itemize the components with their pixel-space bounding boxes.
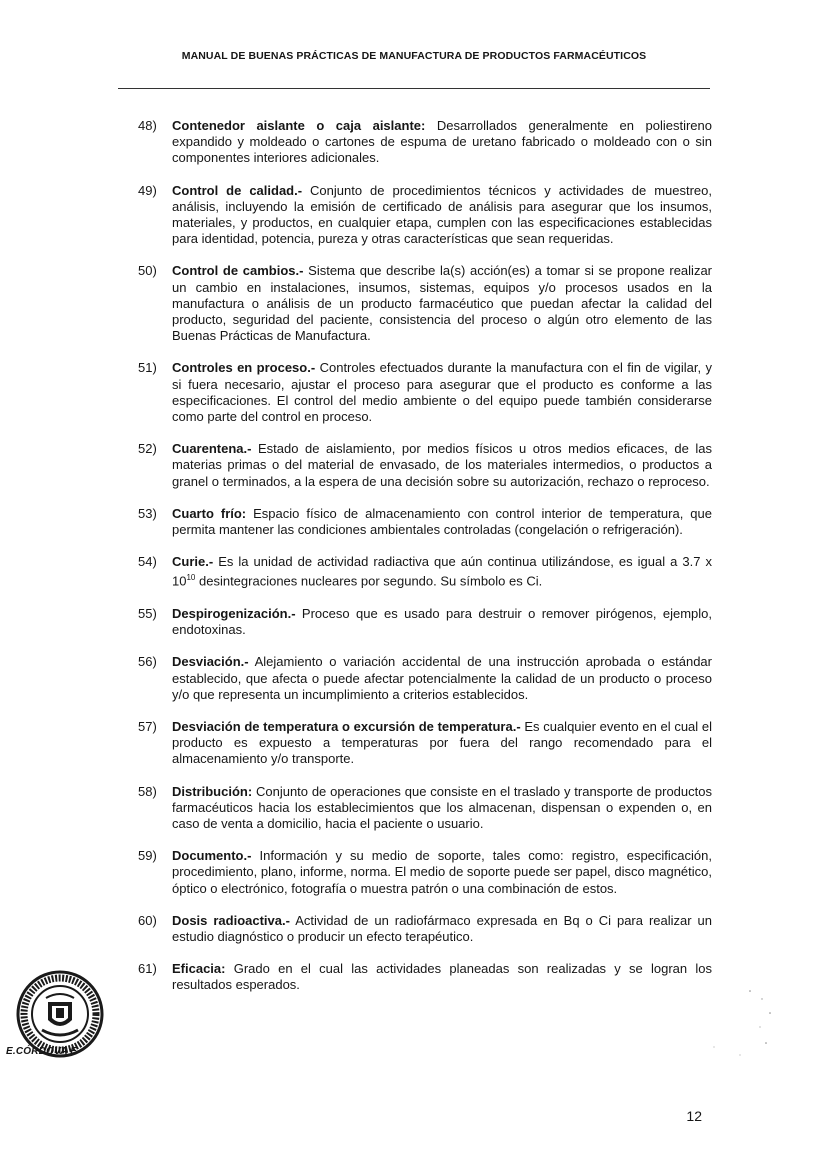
definition-item-55 <box>138 606 712 638</box>
definition-item-56 <box>138 654 712 703</box>
item-number: 49) <box>138 182 157 198</box>
item-number: 54) <box>138 554 157 570</box>
item-text: Conjunto de operaciones que consiste en el traslado y transporte de productos farmacéuticos hacia los establecimientos que los almacenan, dispensan o expenden o, en caso de venta a domicilio, hacia el paciente o usuario. <box>172 783 712 832</box>
item-term: Desviación.- <box>172 654 249 670</box>
stamp-signature: E.CÓRDOVA E <box>6 1046 78 1057</box>
definition-item-49 <box>138 183 712 248</box>
definition-item-52 <box>138 441 712 490</box>
item-term: Controles en proceso.- <box>172 360 316 376</box>
item-text: Actividad de un radiofármaco expresada en Bq o Ci para realizar un estudio diagnóstico o producir un efecto terapéutico. <box>172 912 712 945</box>
definition-item-59 <box>138 848 712 897</box>
item-number: 61) <box>138 961 157 977</box>
item-text: Conjunto de procedimientos técnicos y actividades de muestreo, análisis, incluyendo la emisión de certificado de análisis para asegurar que los insumos, materiales, y productos, en cualquier etapa, cumplen con las especificaciones establecidas para identidad, potencia, pureza y otras características que sean requeridas. <box>172 182 712 247</box>
page-header-title: MANUAL DE BUENAS PRÁCTICAS DE MANUFACTURA DE PRODUCTOS FARMACÉUTICOS <box>181 50 647 62</box>
item-term: Contenedor aislante o caja aislante: <box>172 118 426 133</box>
item-number: 60) <box>138 912 157 928</box>
item-text: Grado en el cual las actividades planeadas son realizadas y se logran los resultados esperados. <box>172 961 712 993</box>
page-number: 12 <box>686 1108 702 1124</box>
item-term: Dosis radioactiva.- <box>172 912 290 928</box>
definition-item-50 <box>138 263 712 344</box>
definition-item-51 <box>138 360 712 425</box>
item-text: Es cualquier evento en el cual el producto es expuesto a temperaturas por fuera del rango recomendado para el almacenamiento y/o transporte. <box>172 719 712 767</box>
item-term: Despirogenización.- <box>172 606 296 621</box>
item-term: Documento.- <box>172 848 252 864</box>
item-term: Control de calidad.- <box>172 182 303 198</box>
item-number: 56) <box>138 654 157 670</box>
definition-item-54 <box>138 554 712 590</box>
item-term: Eficacia: <box>172 961 226 977</box>
item-text: Alejamiento o variación accidental de una instrucción aprobada o estándar establecido, que afecta o puede afectar potencialmente la calidad de un producto o proceso y/o que representa un incumplimiento a criterios establecidos. <box>172 654 712 702</box>
definition-item-58 <box>138 784 712 833</box>
item-term: Distribución: <box>172 783 253 799</box>
item-text: Proceso que es usado para destruir o remover pirógenos, ejemplo, endotoxinas. <box>172 606 712 638</box>
item-number: 50) <box>138 263 157 279</box>
item-text-continued: desintegraciones nucleares por segundo. Su símbolo es Ci. <box>195 573 543 589</box>
item-number: 55) <box>138 606 157 621</box>
item-text: Es la unidad de actividad radiactiva que aún continua utilizándose, es igual a 3.7 x 10 <box>172 554 712 589</box>
definition-item-60 <box>138 913 712 945</box>
item-term: Curie.- <box>172 554 214 570</box>
item-number: 48) <box>138 118 157 133</box>
item-exponent: 10 <box>186 573 196 583</box>
definition-item-53 <box>138 506 712 538</box>
item-text: Desarrollados generalmente en poliestireno expandido y moldeado o cartones de espuma de uretano fabricado o moldeado con o sin componentes interiores adicionales. <box>172 118 712 166</box>
scan-noise-specks <box>700 985 780 1065</box>
item-number: 59) <box>138 848 157 864</box>
item-term: Desviación de temperatura o excursión de temperatura.- <box>172 719 521 735</box>
definition-item-61 <box>138 961 712 993</box>
item-number: 53) <box>138 505 157 521</box>
item-text: Información y su medio de soporte, tales como: registro, especificación, procedimiento, plano, informe, norma. El medio de soporte puede ser papel, disco magnético, óptico o electrónico, fotografía o muestra patrón o una combinación de estos. <box>172 848 712 896</box>
item-term: Cuarentena.- <box>172 441 252 457</box>
definition-item-48 <box>138 118 712 167</box>
item-number: 57) <box>138 719 157 735</box>
definitions-list <box>138 118 712 994</box>
item-number: 51) <box>138 360 157 376</box>
item-text: Controles efectuados durante la manufactura con el fin de vigilar, y si fuera necesario, ajustar el proceso para asegurar que el producto es conforme a las especificaciones. El control del medio ambiente o del equipo puede también considerarse como parte del control en proceso. <box>172 360 712 425</box>
item-number: 52) <box>138 441 157 457</box>
item-text: Estado de aislamiento, por medios físicos u otros medios eficaces, de las materias primas o del material de envasado, de los materiales intermedios, o productos a granel o terminados, a la espera de una decisión sobre su autorización, rechazo o reproceso. <box>172 441 712 489</box>
item-text: Sistema que describe la(s) acción(es) a tomar si se propone realizar un cambio en instalaciones, insumos, sistemas, equipos y/o procesos usados en la manufactura o análisis de un producto farmacéutico que puedan afectar la calidad del producto, seguridad del paciente, consistencia del proceso o algún otro elemento de las Buenas Prácticas de Manufactura. <box>172 263 712 344</box>
item-number: 58) <box>138 783 157 799</box>
item-term: Control de cambios.- <box>172 263 304 279</box>
header-rule <box>118 88 710 89</box>
definition-item-57 <box>138 719 712 768</box>
item-text: Espacio físico de almacenamiento con control interior de temperatura, que permita mantener las condiciones ambientales controladas (congelación o refrigeración). <box>172 505 712 538</box>
item-term: Cuarto frío: <box>172 505 247 521</box>
